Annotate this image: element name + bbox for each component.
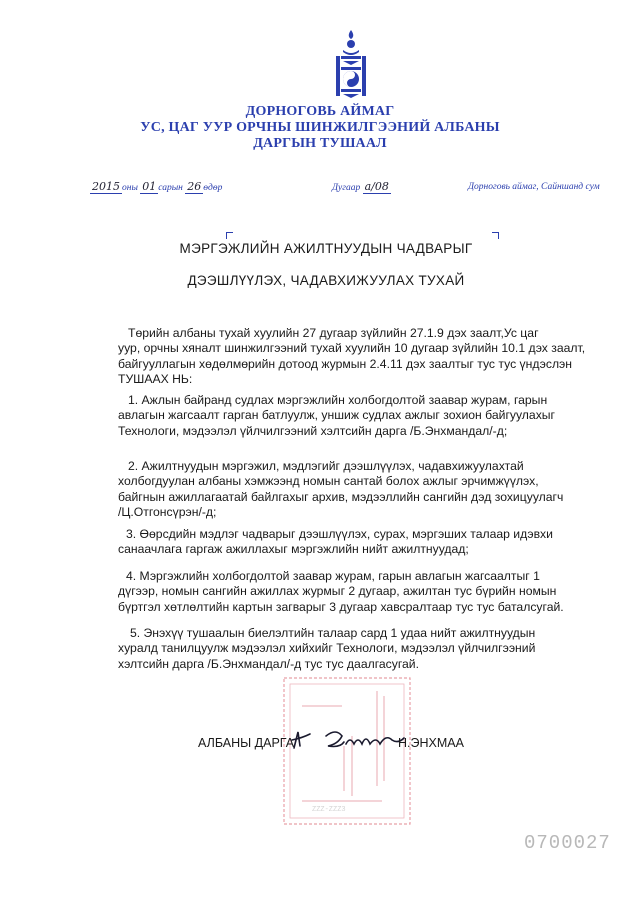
- order-item-line: 4. Мэргэжлийн холбогдолтой заавар журам, гарын авлагын жагсаалтыг 1: [126, 569, 540, 583]
- order-item-line: 5. Энэхүү тушаалын биелэлтийн талаар сард 1 удаа нийт ажилтнуудын: [130, 626, 536, 640]
- date-line: [90, 180, 222, 193]
- date-month: 01: [142, 180, 157, 193]
- order-item-line: байгнын ажиллагаатай байлгахыг архив, мэдээллийн сангийн дэд зохицуулагч: [118, 489, 564, 504]
- preamble-line: ТУШААХ НЬ:: [118, 371, 193, 386]
- order-title-line1: МЭРГЭЖЛИЙН АЖИЛТНУУДЫН ЧАДВАРЫГ: [179, 241, 473, 256]
- signatory-title: АЛБАНЫ ДАРГА: [198, 736, 295, 750]
- order-item-line: холбогдуулан албаны хэмжээнд номын сантай болох ажлыг эрчимжүүлэх,: [118, 474, 539, 489]
- preamble-line: Төрийн албаны тухай хуулийн 27 дугаар зүйлийн 27.1.9 дэх заалт,Ус цаг: [128, 326, 539, 340]
- organization-name: ДОРНОГОВЬ АЙМАГ: [245, 104, 395, 119]
- preamble-line: байгууллагын хөдөлмөрийн дотоод журмын 2.4.11 дэх заалтыг тус тус үндэслэн: [118, 356, 573, 371]
- order-item-2: [118, 459, 562, 520]
- page-number: 0700027: [524, 832, 611, 854]
- date-year: 2015: [92, 180, 120, 193]
- document-type: ДАРГЫН ТУШААЛ: [253, 136, 387, 151]
- document-number-label: Дугаар: [332, 183, 361, 193]
- department-name: УС, ЦАГ УУР ОРЧНЫ ШИНЖИЛГЭЭНИЙ АЛБАНЫ: [140, 120, 500, 135]
- signatory-name: Н.ЭНХМАА: [398, 736, 464, 750]
- title-bracket-right: [492, 232, 499, 239]
- order-item-line: /Ц.Отгонсүрэн/-д;: [118, 504, 217, 519]
- order-item-line: Технологи, мэдээлэл үйлчилгээний хэлтсийн дарга /Б.Энхмандал/-д;: [118, 423, 508, 438]
- order-item-line: хуралд танилцуулж мэдээлэл хийхийг Технологи, мэдээлэл үйлчилгээний: [118, 641, 536, 656]
- date-year-suffix: оны: [122, 183, 138, 193]
- order-item-line: санаачлага гаргаж ажиллахыг мэргэжлийн нийт ажилтнуудад;: [118, 542, 469, 557]
- order-item-line: бүртгэл хөтлөлтийн картын загварыг 3 дугаар хавсралтаар тус тус баталсугай.: [118, 599, 564, 614]
- document-place: Дорноговь аймаг, Сайншанд сум: [468, 182, 600, 192]
- handwritten-signature-icon: [288, 722, 408, 762]
- order-title-line2: ДЭЭШЛҮҮЛЭХ, ЧАДАВХИЖУУЛАХ ТУХАЙ: [187, 273, 465, 288]
- order-item-line: авлагын жагсаалт гарган батлуулж, уншиж судлах ажлыг зохион байгуулахыг: [118, 408, 555, 423]
- order-item-line: дүгээр, номын сангийн ажиллах журмыг 2 дугаар, ажилтан тус бүрийн номын: [118, 584, 557, 599]
- order-item-1: [118, 393, 562, 439]
- order-item-5: [118, 626, 562, 672]
- title-bracket-left: [226, 232, 233, 239]
- document-number-value: а/08: [364, 180, 389, 193]
- order-item-line: 2. Ажилтнуудын мэргэжил, мэдлэгийг дээшлүүлэх, чадавхижуулахтай: [128, 459, 524, 473]
- order-item-line: 1. Ажлын байранд судлах мэргэжлийн холбогдолтой заавар журам, гарын: [128, 393, 548, 407]
- order-item-line: хэлтсийн дарга /Б.Энхмандал/-д тус тус даалгасугай.: [118, 656, 420, 671]
- date-day-suffix: өдөр: [203, 183, 223, 193]
- svg-text:ZZZ-ZZZ3: ZZZ-ZZZ3: [312, 806, 346, 814]
- document-number: [332, 180, 391, 193]
- order-item-3: [118, 527, 562, 558]
- preamble: [118, 326, 586, 387]
- date-day: 26: [187, 180, 202, 193]
- order-item-line: 3. Өөрсдийн мэдлэг чадварыг дээшлүүлэх, сурах, мэргэших талаар идэвхи: [126, 527, 553, 541]
- order-item-4: [118, 569, 562, 615]
- date-month-suffix: сарын: [158, 183, 183, 193]
- soyombo-emblem-icon: [330, 28, 372, 100]
- preamble-line: уур, орчны хяналт шинжилгээний тухай хуулийн 10 дугаар зүйлийн 10.1 дэх заалт,: [118, 341, 586, 356]
